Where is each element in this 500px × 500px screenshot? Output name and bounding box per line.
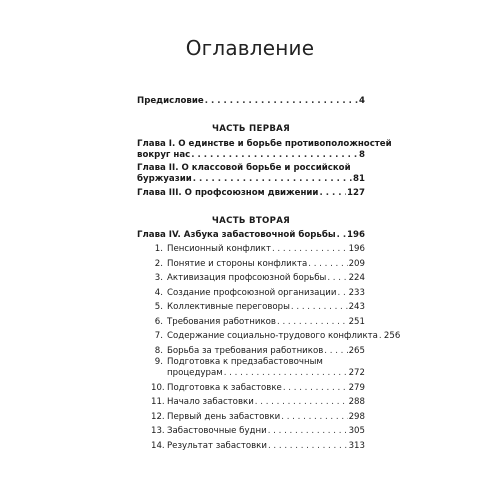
entry-number: 5. [154,302,163,312]
dot-leader [277,317,348,328]
entry-label: Глава IV. Азбука забастовочной борьбы [137,230,336,240]
entry-label: вокруг нас [137,150,191,160]
entry-label: Первый день забастовки [167,412,281,422]
entry-page: 265 [348,346,365,356]
entry-page: 209 [348,259,365,269]
entry-page: 81 [353,174,365,184]
dot-leader [283,383,348,394]
dot-leader [319,188,346,199]
entry-number: 6. [154,317,163,327]
toc-subentry[interactable] [151,346,365,357]
toc-entry-ch3[interactable] [137,188,365,199]
dot-leader [193,174,352,185]
dot-leader [337,288,347,299]
entry-page: 4 [359,96,365,106]
entry-page: 288 [348,397,365,407]
toc-subentry[interactable] [151,441,365,452]
entry-page: 196 [347,230,365,240]
toc-subentry[interactable] [151,317,365,328]
entry-page: 256 [383,331,401,341]
dot-leader [324,346,347,357]
entry-number: 9. [154,357,163,367]
part-heading: ЧАСТЬ ВТОРАЯ [211,216,291,226]
dot-leader [327,273,347,284]
entry-label: Забастовочные будни [167,426,267,436]
entry-page: 298 [348,412,365,422]
page-title: Оглавление [185,36,315,60]
entry-page: 272 [348,368,365,378]
dot-leader [191,150,358,161]
dot-leader [268,441,348,452]
entry-label: Пенсионный конфликт [167,244,271,254]
dot-leader [268,426,348,437]
entry-page: 305 [348,426,365,436]
toc-subentry[interactable] [151,331,401,342]
toc-entry-ch4[interactable] [137,230,365,241]
entry-label: Требования работников [167,317,276,327]
toc-subentry[interactable] [151,273,365,284]
toc-subentry[interactable] [151,302,365,313]
toc-entry-ch1[interactable] [137,150,365,161]
entry-label: Подготовка к забастовке [167,383,282,393]
toc-entry-ch2[interactable] [137,174,365,185]
entry-number: 11. [151,397,165,407]
entry-label: Активизация профсоюзной борьбы [167,273,327,283]
entry-page: 224 [348,273,365,283]
toc-subentry[interactable] [151,426,365,437]
entry-label: Предисловие [137,96,204,106]
toc-subentry[interactable] [167,368,365,379]
entry-number: 3. [154,273,163,283]
part-heading: ЧАСТЬ ПЕРВАЯ [211,124,291,134]
entry-number: 8. [154,346,163,356]
entry-number: 4. [154,288,163,298]
dot-leader [255,397,348,408]
toc-entry-preface[interactable] [137,96,365,107]
toc-subentry[interactable] [151,383,365,394]
entry-label: Коллективные переговоры [167,302,290,312]
entry-page: 251 [348,317,365,327]
entry-label: Борьба за требования работников [167,346,324,356]
entry-number: 1. [154,244,163,254]
entry-label: Понятие и стороны конфликта [167,259,308,269]
entry-page: 127 [347,188,365,198]
toc-subentry-line1[interactable] [151,357,365,368]
toc-subentry[interactable] [151,288,365,299]
entry-page: 196 [348,244,365,254]
entry-label: Глава III. О профсоюзном движении [137,188,319,198]
entry-label: Начало забастовки [167,397,254,407]
dot-leader [205,96,358,107]
dot-leader [308,259,347,270]
entry-label: Создание профсоюзной организации [167,288,337,298]
dot-leader [379,331,383,342]
toc-subentry[interactable] [151,244,365,255]
entry-page: 313 [348,441,365,451]
dot-leader [337,230,346,241]
entry-label: Результат забастовки [167,441,267,451]
toc-entry-ch2-line1[interactable]: Глава II. О классовой борьбе и российской [137,163,351,173]
entry-label: Подготовка к предзабастовочным [167,357,323,367]
entry-label: процедурам [167,368,223,378]
entry-number: 2. [154,259,163,269]
entry-page: 8 [359,150,365,160]
toc-subentry[interactable] [151,397,365,408]
entry-number: 13. [151,426,165,436]
dot-leader [291,302,348,313]
entry-number: 12. [151,412,165,422]
entry-page: 279 [348,383,365,393]
toc-entry-ch1-line1[interactable]: Глава I. О единстве и борьбе противоположностей [137,139,392,149]
toc-subentry[interactable] [151,259,365,270]
entry-number: 7. [154,331,163,341]
entry-number: 10. [151,383,165,393]
entry-page: 243 [348,302,365,312]
entry-page: 233 [348,288,365,298]
entry-label: буржуазии [137,174,192,184]
entry-number: 14. [151,441,165,451]
dot-leader [272,244,348,255]
dot-leader [281,412,347,423]
toc-subentry[interactable] [151,412,365,423]
dot-leader [224,368,348,379]
entry-label: Содержание социально-трудового конфликта [167,331,378,341]
